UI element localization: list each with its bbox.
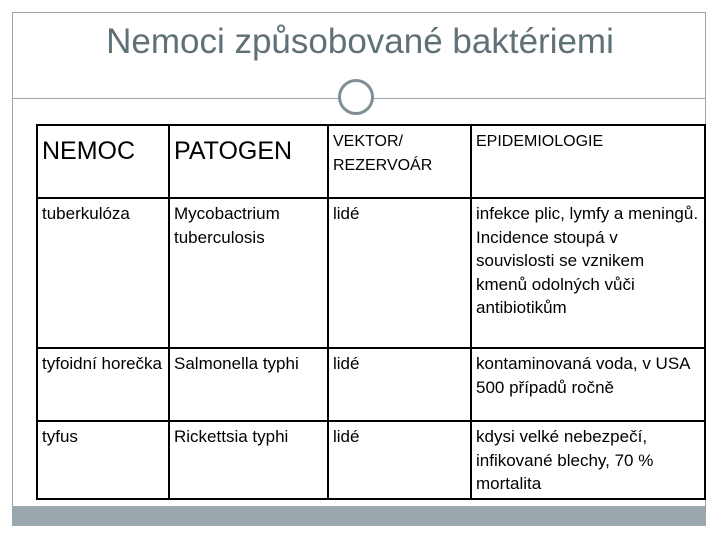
table-row	[37, 421, 705, 499]
table-cell: Rickettsia typhi	[169, 421, 328, 499]
table-cell: Mycobactrium tuberculosis	[169, 198, 328, 348]
table-cell: kdysi velké nebezpečí, infikované blechy, 70 % mortalita	[471, 421, 705, 499]
header-vektor: VEKTOR/ REZERVOÁR	[328, 125, 471, 198]
table-row	[37, 198, 705, 348]
header-nemoc: NEMOC	[37, 125, 169, 198]
table-cell: kontaminovaná voda, v USA 500 případů ročně	[471, 348, 705, 421]
table-cell: lidé	[328, 198, 471, 348]
disease-table	[36, 124, 706, 500]
table-cell: lidé	[328, 421, 471, 499]
table-cell: lidé	[328, 348, 471, 421]
table-cell: tyfus	[37, 421, 169, 499]
header-epidemiologie: EPIDEMIOLOGIE	[471, 125, 705, 198]
table-row	[37, 348, 705, 421]
table-cell: Salmonella typhi	[169, 348, 328, 421]
header-patogen: PATOGEN	[169, 125, 328, 198]
table-cell: tuberkulóza	[37, 198, 169, 348]
footer-bar	[12, 506, 706, 526]
table-cell: infekce plic, lymfy a meningů. Incidence stoupá v souvislosti se vznikem kmenů odolných vůči antibiotikům	[471, 198, 705, 348]
circle-ornament-icon	[338, 79, 374, 115]
table-cell: tyfoidní horečka	[37, 348, 169, 421]
table-header-row	[37, 125, 705, 198]
slide-title: Nemoci způsobované baktériemi	[106, 22, 614, 61]
